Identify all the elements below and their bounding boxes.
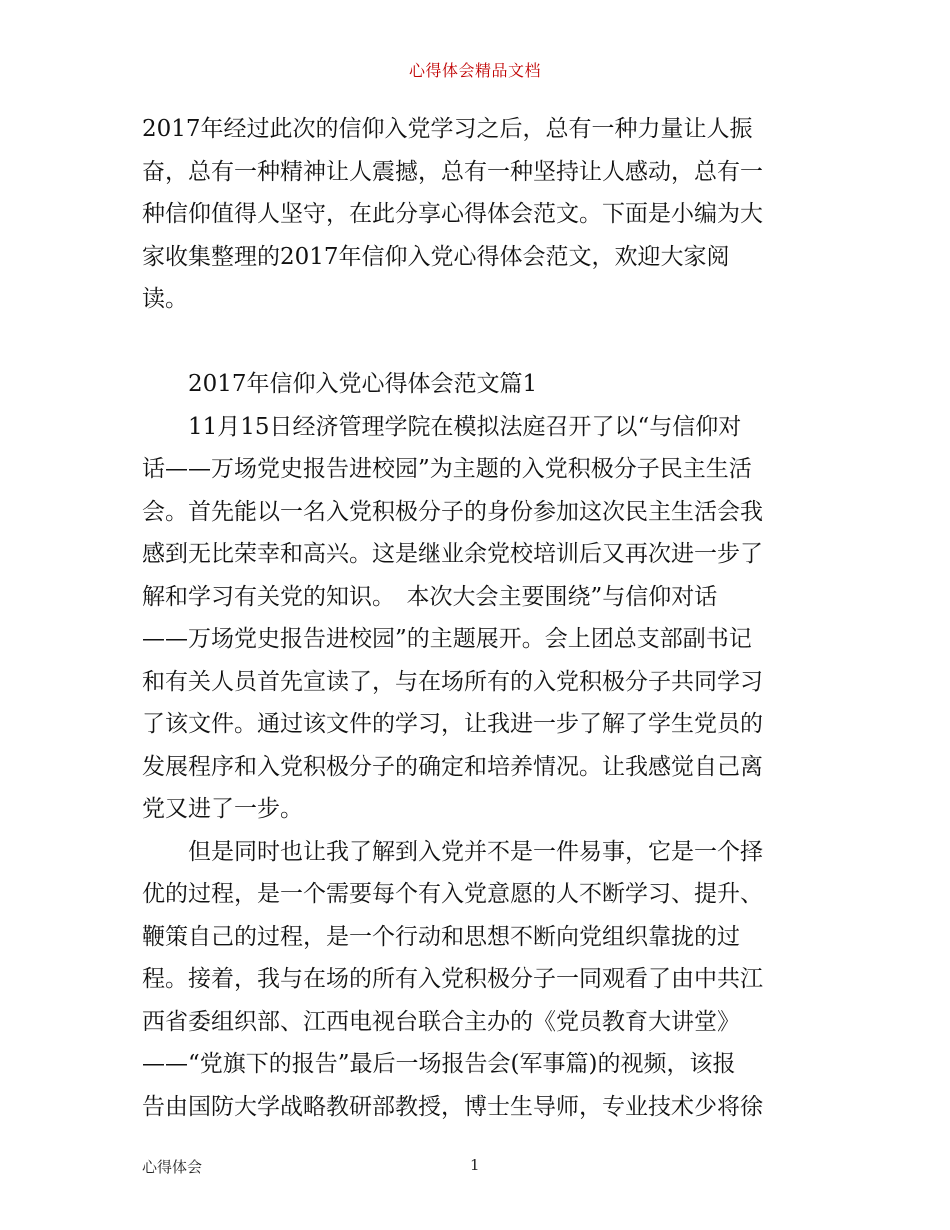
body-line: 和有关人员首先宣读了，与在场所有的入党积极分子共同学习 — [142, 668, 763, 695]
body-line: 鞭策自己的过程，是一个行动和思想不断向党组织靠拢的过 — [142, 923, 740, 950]
body-line: 解和学习有关党的知识。 本次大会主要围绕”与信仰对话 — [142, 583, 718, 610]
body-line: 11月15日经济管理学院在模拟法庭召开了以“与信仰对 — [142, 413, 742, 440]
body-line: 但是同时也让我了解到入党并不是一件易事，它是一个择 — [142, 838, 763, 865]
body-line: 家收集整理的2017年信仰入党心得体会范文，欢迎大家阅 — [142, 243, 730, 270]
body-line: ——万场党史报告进校园”的主题展开。会上团总支部副书记 — [142, 626, 752, 652]
body-line: 党又进了一步。 — [142, 796, 303, 822]
body-line: 优的过程，是一个需要每个有入党意愿的人不断学习、提升、 — [142, 881, 763, 907]
body-line: 会。首先能以一名入党积极分子的身份参加这次民主生活会我 — [142, 498, 763, 525]
body-line: 种信仰值得人坚守，在此分享心得体会范文。下面是小编为大 — [142, 201, 763, 227]
paragraph-gap — [142, 321, 812, 364]
body-line: 读。 — [142, 286, 188, 312]
body-line: ——“党旗下的报告”最后一场报告会(军事篇)的视频，该报 — [142, 1051, 736, 1077]
document-header-title: 心得体会精品文档 — [408, 61, 541, 80]
body-line: 话——万场党史报告进校园”为主题的入党积极分子民主生活 — [142, 456, 752, 482]
body-line: 西省委组织部、江西电视台联合主办的《党员教育大讲堂》 — [142, 1008, 740, 1035]
body-line: 奋，总有一种精神让人震撼，总有一种坚持让人感动，总有一 — [142, 158, 763, 185]
body-line: 告由国防大学战略教研部教授，博士生导师，专业技术少将徐 — [142, 1093, 763, 1120]
body-line: 感到无比荣幸和高兴。这是继业余党校培训后又再次进一步了 — [142, 541, 763, 567]
footer-label: 心得体会 — [142, 1158, 203, 1176]
page-number: 1 — [470, 1156, 480, 1174]
section-heading: 2017年信仰入党心得体会范文篇1 — [142, 371, 538, 397]
body-line: 发展程序和入党积极分子的确定和培养情况。让我感觉自己离 — [142, 753, 763, 780]
body-line: 程。接着，我与在场的所有入党积极分子一同观看了由中共江 — [142, 966, 763, 992]
body-line: 了该文件。通过该文件的学习，让我进一步了解了学生党员的 — [142, 711, 763, 737]
document-body — [142, 108, 812, 1128]
body-line: 2017年经过此次的信仰入党学习之后，总有一种力量让人振 — [142, 116, 753, 142]
